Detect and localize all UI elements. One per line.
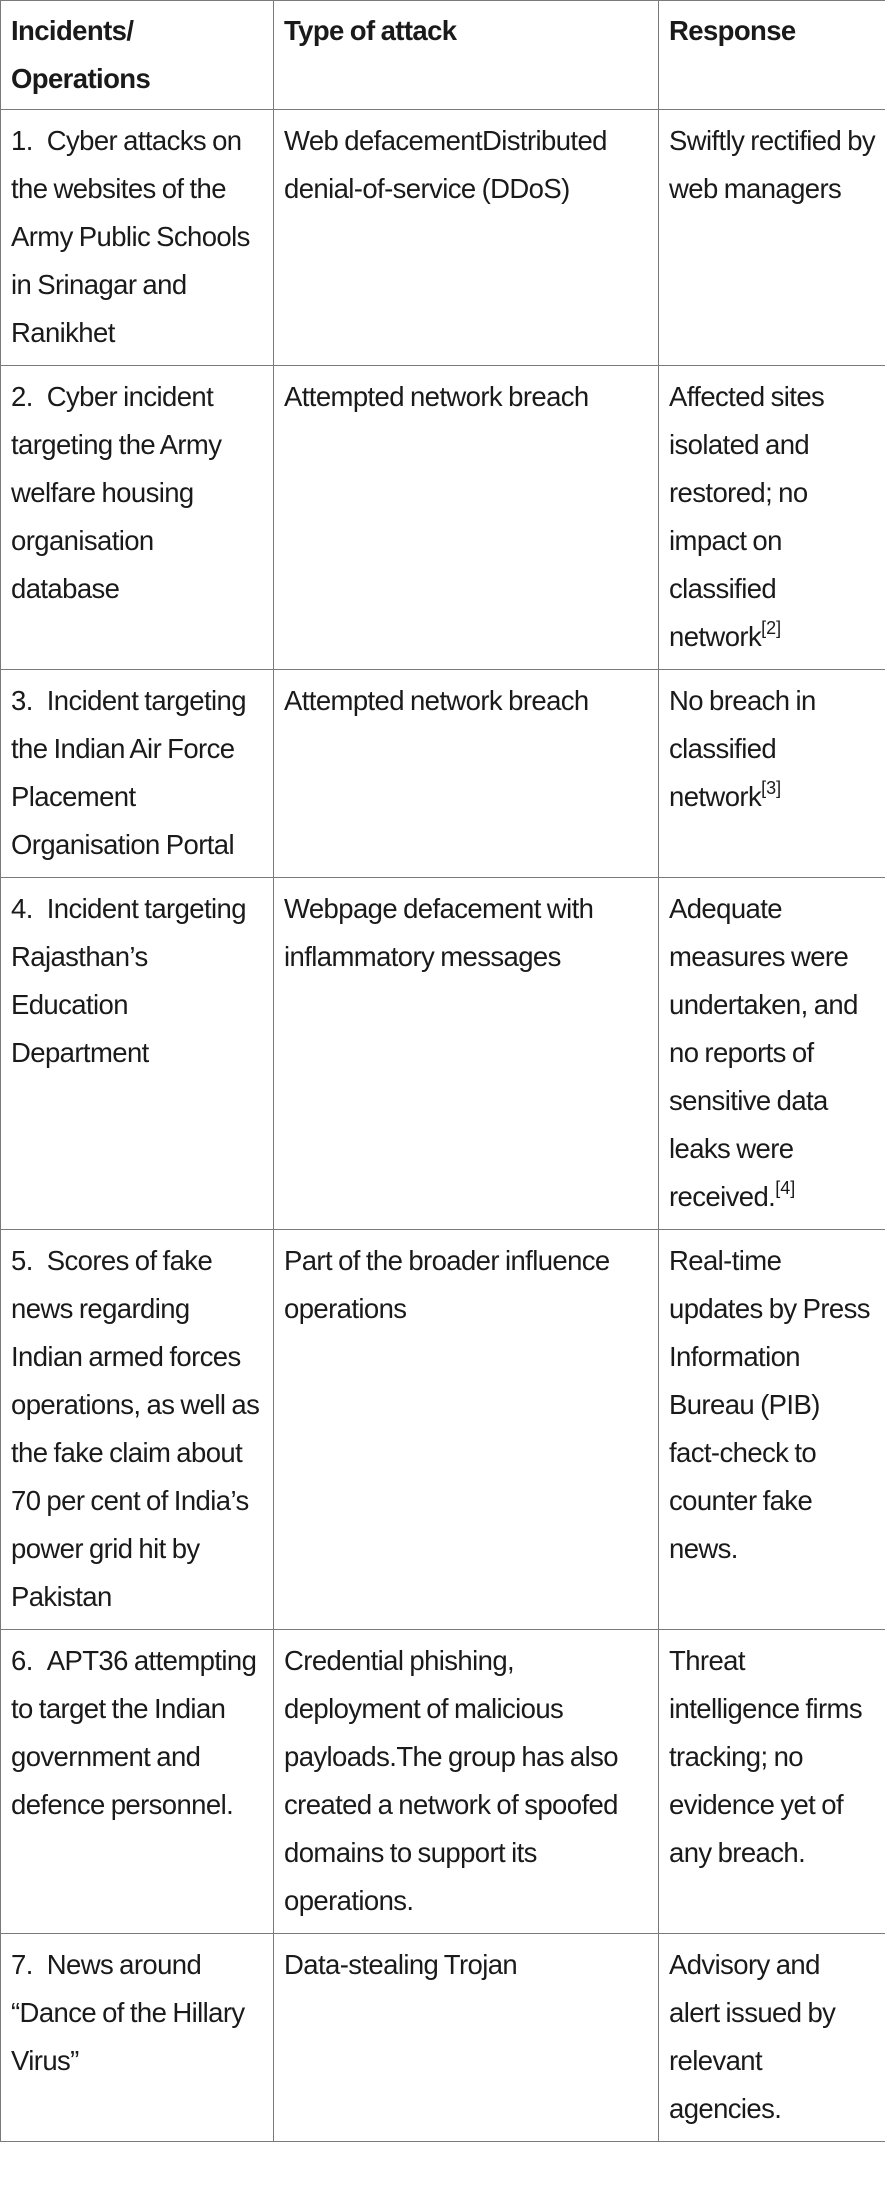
- response-cell: [659, 366, 885, 670]
- row-number: 5.: [11, 1245, 33, 1276]
- response-text: Threat intelligence firms tracking; no evidence yet of any breach.: [669, 1645, 862, 1868]
- response-cell: [659, 670, 885, 878]
- row-number: 1.: [11, 125, 33, 156]
- response-text: Affected sites isolated and restored; no impact on classified network: [669, 381, 825, 652]
- row-number: 2.: [11, 381, 33, 412]
- response-text: Adequate measures were undertaken, and no reports of sensitive data leaks were received.: [669, 893, 858, 1212]
- attack-type-cell: Webpage defacement with inflammatory messages: [274, 878, 659, 1230]
- table-row: [1, 366, 885, 670]
- table-row: [1, 878, 885, 1230]
- table-row: [1, 110, 885, 366]
- attack-type-cell: Data-stealing Trojan: [274, 1934, 659, 2142]
- header-incidents: Incidents/ Operations: [1, 1, 274, 110]
- footnote-ref[interactable]: [4]: [775, 1178, 796, 1198]
- table-row: [1, 670, 885, 878]
- response-text: Advisory and alert issued by relevant agencies.: [669, 1949, 836, 2124]
- response-text: No breach in classified network: [669, 685, 816, 812]
- attack-type-cell: Attempted network breach: [274, 670, 659, 878]
- header-row: [1, 1, 885, 110]
- incident-cell: [1, 670, 274, 878]
- incident-text: News around “Dance of the Hillary Virus”: [11, 1949, 245, 2076]
- incident-text: Incident targeting Rajasthan’s Education Department: [11, 893, 246, 1068]
- response-text: Real-time updates by Press Information Bureau (PIB) fact-check to counter fake news.: [669, 1245, 870, 1564]
- incident-text: Scores of fake news regarding Indian armed forces operations, as well as the fake claim about 70 per cent of India’s power grid hit by Pakistan: [11, 1245, 260, 1612]
- incident-cell: [1, 1630, 274, 1934]
- incident-cell: [1, 366, 274, 670]
- incident-text: Cyber attacks on the websites of the Army Public Schools in Srinagar and Ranikhet: [11, 125, 250, 348]
- row-number: 3.: [11, 685, 33, 716]
- response-cell: [659, 878, 885, 1230]
- incident-cell: [1, 110, 274, 366]
- response-cell: [659, 1934, 885, 2142]
- incident-text: Cyber incident targeting the Army welfare housing organisation database: [11, 381, 222, 604]
- row-number: 7.: [11, 1949, 33, 1980]
- incident-cell: [1, 1230, 274, 1630]
- table-row: [1, 1934, 885, 2142]
- incident-text: APT36 attempting to target the Indian government and defence personnel.: [11, 1645, 257, 1820]
- table-row: [1, 1630, 885, 1934]
- response-cell: [659, 1230, 885, 1630]
- attack-type-cell: Attempted network breach: [274, 366, 659, 670]
- incident-text: Incident targeting the Indian Air Force Placement Organisation Portal: [11, 685, 246, 860]
- incident-cell: [1, 1934, 274, 2142]
- footnote-ref[interactable]: [3]: [761, 778, 782, 798]
- row-number: 4.: [11, 893, 33, 924]
- footnote-ref[interactable]: [2]: [761, 618, 782, 638]
- response-cell: [659, 1630, 885, 1934]
- response-cell: [659, 110, 885, 366]
- header-type-of-attack: Type of attack: [274, 1, 659, 110]
- response-text: Swiftly rectified by web managers: [669, 125, 876, 204]
- row-number: 6.: [11, 1645, 33, 1676]
- incident-cell: [1, 878, 274, 1230]
- attack-type-cell: Credential phishing, deployment of malicious payloads.The group has also created a network of spoofed domains to support its operations.: [274, 1630, 659, 1934]
- attack-type-cell: Web defacementDistributed denial-of-service (DDoS): [274, 110, 659, 366]
- table-row: [1, 1230, 885, 1630]
- attack-type-cell: Part of the broader influence operations: [274, 1230, 659, 1630]
- header-response: Response: [659, 1, 885, 110]
